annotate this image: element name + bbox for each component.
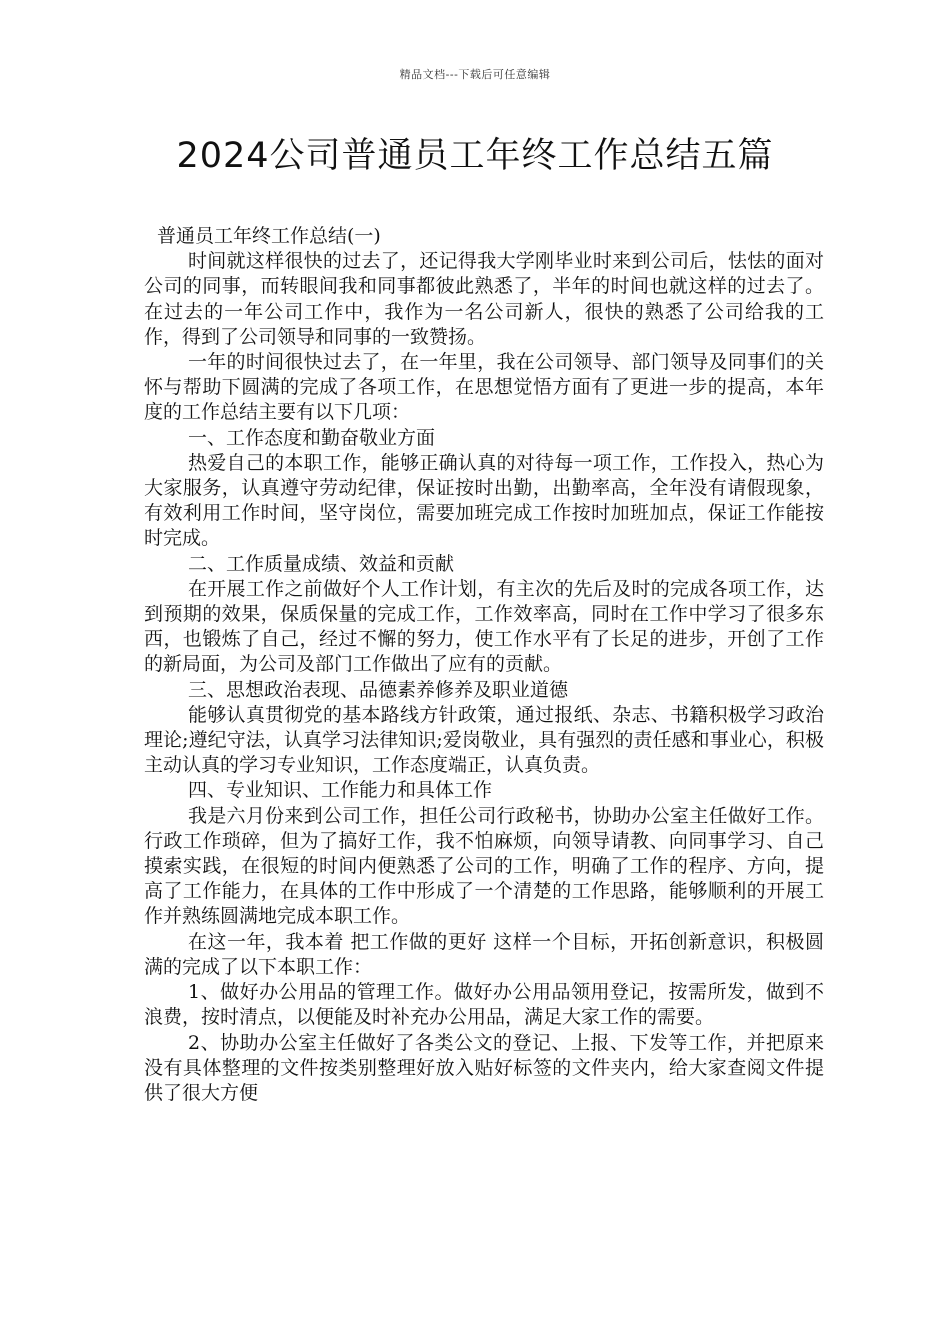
document-title: 2024公司普通员工年终工作总结五篇 [176,136,774,176]
body-paragraph: 在这一年，我本着 把工作做的更好 这样一个目标，开拓创新意识，积极圆满的完成了以下本职工作： [144,930,824,978]
header-note: 精品文档---下载后可任意编辑 [399,68,551,81]
body-paragraph: 能够认真贯彻党的基本路线方针政策，通过报纸、杂志、书籍积极学习政治理论;遵纪守法，认真学习法律知识;爱岗敬业，具有强烈的责任感和事业心，积极主动认真的学习专业知识，工作态度端正，认真负责。 [144,703,824,777]
body-paragraph: 热爱自己的本职工作，能够正确认真的对待每一项工作，工作投入，热心为大家服务，认真遵守劳动纪律，保证按时出勤，出勤率高，全年没有请假现象，有效利用工作时间，坚守岗位，需要加班完成工作按时加班加点，保证工作能按时完成。 [144,451,824,550]
list-item: 2、协助办公室主任做好了各类公文的登记、上报、下发等工作，并把原来没有具体整理的文件按类别整理好放入贴好标签的文件夹内，给大家查阅文件提供了很大方便 [144,1031,824,1104]
list-item: 1、做好办公用品的管理工作。做好办公用品领用登记，按需所发，做到不浪费，按时清点，以便能及时补充办公用品，满足大家工作的需要。 [144,981,824,1029]
body-paragraph: 我是六月份来到公司工作，担任公司行政秘书，协助办公室主任做好工作。行政工作琐碎，但为了搞好工作，我不怕麻烦，向领导请教、向同事学习、自己摸索实践，在很短的时间内便熟悉了公司的工作，明确了工作的程序、方向，提高了工作能力，在具体的工作中形成了一个清楚的工作思路，能够顺利的开展工作并熟练圆满地完成本职工作。 [144,804,824,928]
body-paragraph: 在开展工作之前做好个人工作计划，有主次的先后及时的完成各项工作，达到预期的效果，保质保量的完成工作，工作效率高，同时在工作中学习了很多东西，也锻炼了自己，经过不懈的努力，使工作水平有了长足的进步，开创了工作的新局面，为公司及部门工作做出了应有的贡献。 [144,577,824,676]
sub-heading: 二、工作质量成绩、效益和贡献 [188,552,455,575]
sub-heading: 一、工作态度和勤奋敬业方面 [188,426,436,449]
section-heading: 普通员工年终工作总结(一) [157,225,381,247]
document-body [144,224,824,1106]
sub-heading: 四、专业知识、工作能力和具体工作 [188,779,493,802]
body-paragraph: 一年的时间很快过去了，在一年里，我在公司领导、部门领导及同事们的关怀与帮助下圆满的完成了各项工作，在思想觉悟方面有了更进一步的提高，本年度的工作总结主要有以下几项： [144,351,824,424]
sub-heading: 三、思想政治表现、品德素养修养及职业道德 [188,678,569,701]
body-paragraph: 时间就这样很快的过去了，还记得我大学刚毕业时来到公司后，怯怯的面对公司的同事，而转眼间我和同事都彼此熟悉了，半年的时间也就这样的过去了。在过去的一年公司工作中，我作为一名公司新人，很快的熟悉了公司给我的工作，得到了公司领导和同事的一致赞扬。 [144,250,824,348]
